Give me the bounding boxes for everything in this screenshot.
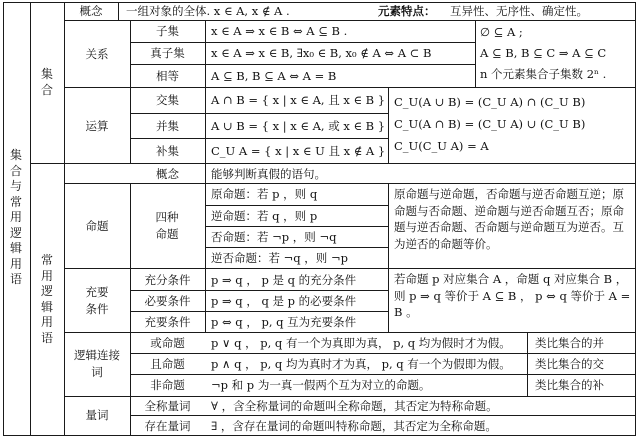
group-logic-title: 常用逻辑用语 [40,253,53,345]
divider [30,163,636,164]
operation-note: C_U(A ∪ B) = (C_U A) ∩ (C_U B) [394,95,586,109]
operation-note: C_U(C_U A) = A [394,139,489,153]
divider [205,163,206,183]
operation-union-formula: A ∪ B = { x | x ∈ A, 或 x ∈ B } [211,119,386,133]
connective-not-note: 类比集合的补 [535,378,604,392]
connective-or-note: 类比集合的并 [535,336,604,350]
group-set-title: 集合 [40,67,53,97]
connective-or-name: 或命题 [150,336,185,350]
connective-and-note: 类比集合的交 [535,357,604,371]
relation-subset-formula: x ∈ A ⇒ x ∈ B ⇔ A ⊆ B . [211,24,348,38]
divider [388,87,389,163]
divider [130,138,388,139]
four-propositions-label: 四种命题 [155,210,179,241]
proposition-original: 原命题：若 p ，则 q [211,187,318,201]
operation-union-name: 并集 [156,119,179,133]
divider [130,64,475,65]
relation-equal-formula: A ⊆ B, B ⊆ A ⇔ A = B [211,69,337,83]
main-title: 集合与常用逻辑用语 [9,148,22,286]
divider [64,332,636,333]
border-bottom [3,435,636,436]
divider [30,2,31,436]
condition-necessary-name: 必要条件 [144,294,191,308]
relation-note: ∅ ⊆ A ; [480,25,523,39]
condition-sufficient-name: 充分条件 [144,273,191,287]
relation-proper-subset-name: 真子集 [150,46,185,60]
operation-complement-formula: C_U A = { x | x ∈ U 且 x ∉ A } [211,144,386,158]
connective-or-content: p ∨ q ， p, q 有一个为真即为真， p, q 均为假时才为假。 [211,336,511,350]
set-concept-label: 概念 [79,4,103,18]
proposition-converse: 逆命题：若 q ，则 p [211,209,318,223]
divider [130,290,388,291]
border-right [635,2,636,436]
operation-note: C_U(A ∩ B) = (C_U A) ∪ (C_U B) [394,117,586,131]
relation-note: n 个元素集合子集数 2ⁿ . [480,67,607,81]
operation-complement-name: 补集 [156,144,179,158]
quantifier-universal-content: ∀ ，含全称量词的命题叫全称命题，其否定为特称命题。 [211,399,498,413]
divider [130,42,475,43]
divider [205,247,388,248]
border-left [3,2,4,436]
divider [64,20,636,21]
quantifier-existential-content: ∃ ，含存在量词的命题叫特称命题，其否定为全称命题。 [211,419,497,433]
proposition-label: 命题 [85,219,109,233]
proposition-note: 原命题与逆命题，否命题与逆否命题互逆；原命题与否命题、逆命题与逆否命题互否；原命题与逆否命题、否命题与逆命题互为逆否。互为逆否的命题等价。 [394,187,624,251]
relation-label: 关系 [85,47,109,61]
connective-label: 逻辑连接词 [74,348,120,379]
divider [64,183,636,184]
divider [64,268,636,269]
divider [527,332,528,396]
connective-not-content: ¬p 和 p 为一真一假两个互为对立的命题。 [211,378,431,392]
relation-subset-name: 子集 [156,24,179,38]
connective-not-name: 非命题 [150,378,185,392]
divider [130,415,636,416]
operation-label: 运算 [85,119,109,133]
relation-equal-name: 相等 [156,69,179,83]
connective-and-name: 且命题 [150,357,185,371]
element-feature-label: 元素特点： [378,4,436,18]
condition-necessary-content: p ⇒ q ， q 是 p 的必要条件 [211,294,357,308]
condition-label: 充要条件 [85,285,109,316]
divider [205,226,388,227]
divider [205,205,388,206]
divider [64,87,636,88]
condition-iff-name: 充要条件 [144,315,191,329]
operation-intersection-name: 交集 [156,93,179,107]
logic-concept-content: 能够判断真假的语句。 [211,167,326,181]
divider [130,353,636,354]
divider [64,396,636,397]
divider [130,374,636,375]
divider [130,311,388,312]
divider [388,183,389,332]
connective-and-content: p ∧ q ， p, q 均为真时才为真， p, q 有一个为假即为假。 [211,357,511,371]
logic-concept-label: 概念 [156,167,179,181]
relation-proper-subset-formula: x ∈ A ⇒ x ∈ B, ∃x₀ ∈ B, x₀ ∉ A ⇔ A ⊂ B [211,46,432,60]
operation-intersection-formula: A ∩ B = { x | x ∈ A, 且 x ∈ B } [211,93,386,107]
condition-sufficient-content: p ⇒ q ， p 是 q 的充分条件 [211,273,357,287]
divider [130,113,388,114]
relation-note: A ⊆ B, B ⊆ C ⇒ A ⊆ C [480,46,607,60]
proposition-inverse: 否命题：若 ¬p ，则 ¬q [211,230,337,244]
divider [205,183,206,332]
quantifier-existential-name: 存在量词 [144,419,191,433]
quantifier-label: 量词 [85,408,109,422]
set-concept-content: 一组对象的全体. x ∈ A, x ∉ A . [126,4,290,18]
quantifier-universal-name: 全称量词 [144,399,191,413]
proposition-contrapositive: 逆否命题：若 ¬q ，则 ¬p [211,251,348,265]
element-feature-text: 互异性、无序性、确定性。 [450,4,588,18]
divider [118,2,119,20]
condition-iff-content: p ⇔ q ， p, q 互为充要条件 [211,315,357,329]
divider [205,20,206,163]
divider [475,20,476,87]
condition-note: 若命题 p 对应集合 A ，命题 q 对应集合 B ，则 p ⇒ q 等价于 A ⊆ B ， p ⇔ q 等价于 A = B 。 [394,272,631,319]
